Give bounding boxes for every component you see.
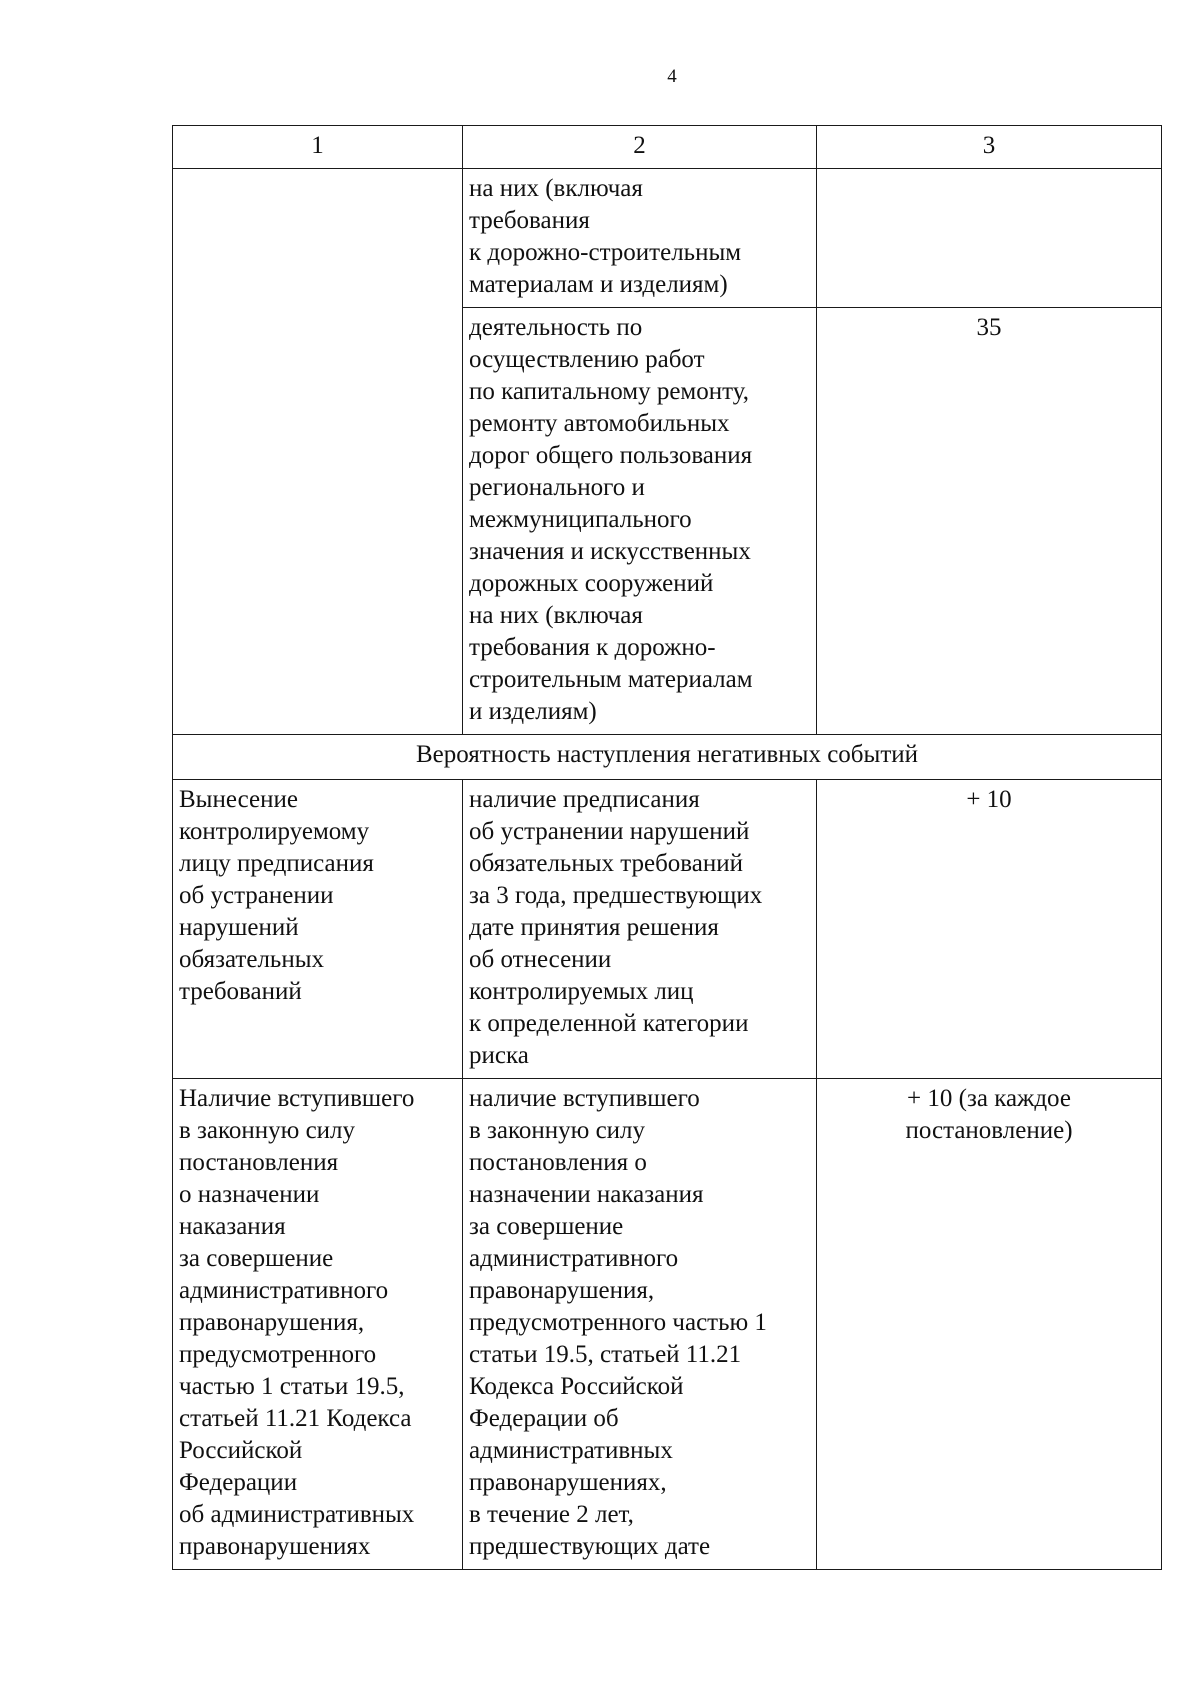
- header-col-3: 3: [817, 126, 1162, 169]
- table-row: [173, 1079, 1162, 1570]
- row-2-col-2: деятельность по осуществлению работ по капитальному ремонту, ремонту автомобильных дорог общего пользования регионального и межмуниципального значения и искусственных дорожных сооружений на них (включая требования к дорожно- строительным материалам и изделиям): [463, 308, 817, 735]
- criteria-table: [172, 125, 1162, 1570]
- row-3-col-1: Вынесение контролируемому лицу предписания об устранении нарушений обязательных требований: [173, 780, 463, 1079]
- header-col-1: 1: [173, 126, 463, 169]
- section-title: Вероятность наступления негативных событий: [173, 735, 1162, 780]
- header-col-2: 2: [463, 126, 817, 169]
- table-row: [173, 169, 1162, 308]
- row-2-col-3: 35: [817, 308, 1162, 735]
- table-row: [173, 780, 1162, 1079]
- row-3-col-3: + 10: [817, 780, 1162, 1079]
- page-number: 4: [667, 66, 677, 87]
- row-1-col-2: на них (включая требования к дорожно-строительным материалам и изделиям): [463, 169, 817, 308]
- row-1-col-3: [817, 169, 1162, 308]
- row-3-col-2: наличие предписания об устранении нарушений обязательных требований за 3 года, предшествующих дате принятия решения об отнесении контролируемых лиц к определенной категории риска: [463, 780, 817, 1079]
- row-1-col-1: [173, 169, 463, 735]
- row-4-col-1: Наличие вступившего в законную силу постановления о назначении наказания за совершение административного правонарушения, предусмотренного частью 1 статьи 19.5, статьей 11.21 Кодекса Российской Федерации об административных правонарушениях: [173, 1079, 463, 1570]
- section-heading-row: [173, 735, 1162, 780]
- row-4-col-2: наличие вступившего в законную силу постановления о назначении наказания за совершение административного правонарушения, предусмотренного частью 1 статьи 19.5, статьей 11.21 Кодекса Российской Федерации об административных правонарушениях, в течение 2 лет, предшествующих дате: [463, 1079, 817, 1570]
- table-header-row: [173, 126, 1162, 169]
- row-4-col-3: + 10 (за каждое постановление): [817, 1079, 1162, 1570]
